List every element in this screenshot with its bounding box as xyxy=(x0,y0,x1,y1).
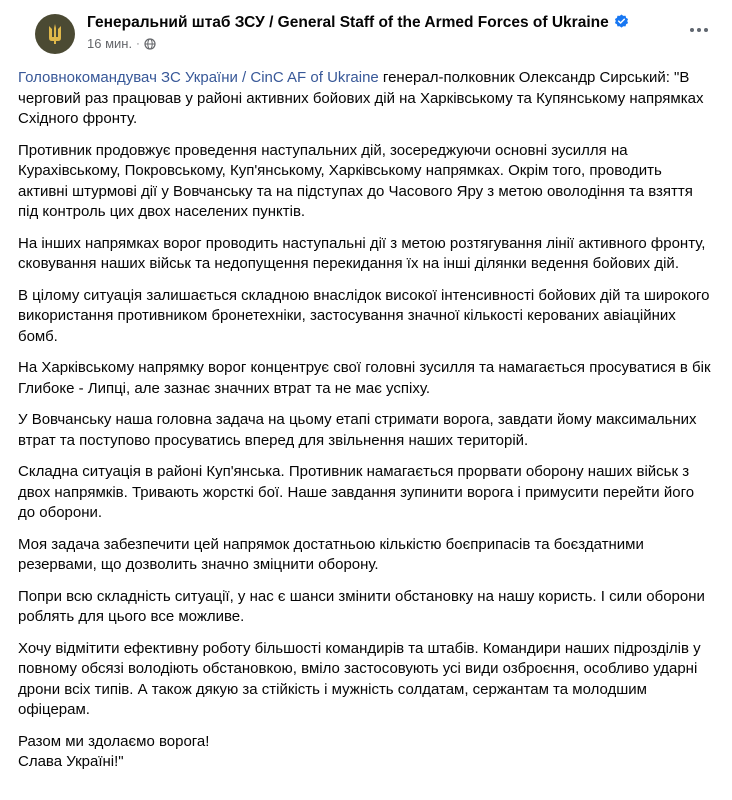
post-paragraph-5: У Вовчанську наша головна задача на цьому етапі стримати ворога, завдати йому максимальних втрат та поступово просуватись вперед для звільнення наших територій. xyxy=(18,411,697,449)
trident-logo-icon xyxy=(43,22,67,46)
intro-text: генерал-полковник Олександр Сирський: "В черговий раз працював у районі активних бойових дій на Харківському та Купянському напрямках Східного фронту. xyxy=(18,69,704,127)
post-paragraph-7: Моя задача забезпечити цей напрямок достатньою кількістю боєприпасів та боєздатними резервами, що дозволить значно зміцнити оборону. xyxy=(18,535,644,573)
post-paragraph-3: В цілому ситуація залишається складною внаслідок високої інтенсивності бойових дій та широкого використання противником бронетехніки, застосування значної кількості керованих авіаційних бомб. xyxy=(18,286,710,345)
mention-link[interactable]: Головнокомандувач ЗС України / CinC AF of Ukraine xyxy=(18,69,379,86)
page-avatar[interactable] xyxy=(35,14,75,54)
post-header xyxy=(18,0,732,62)
post-timestamp[interactable]: 16 мин. xyxy=(87,36,133,51)
page-name[interactable] xyxy=(87,14,629,32)
meta-separator: · xyxy=(136,37,140,50)
post-paragraph-1: Противник продовжує проведення наступальних дій, зосереджуючи основні зусилля на Курахівському, Покровському, Куп'янському, Харківському напрямках. Окрім того, проводить активні штурмові дії у Вовчанську та на підступах до Часового Яру з метою оволодіння та взяття під контроль цих двох населених пунктів. xyxy=(18,141,693,220)
post-body xyxy=(18,68,714,773)
closing-line-1: Разом ми здолаємо ворога! xyxy=(18,732,210,750)
verified-badge-icon xyxy=(614,14,629,29)
post-paragraph-6: Складна ситуація в районі Куп'янська. Противник намагається прорвати оборону наших військ з двох напрямків. Тривають жорсткі бої. Наше завдання зупинити ворога і примусити перейти його до оборони. xyxy=(18,463,695,521)
post-paragraph-2: На інших напрямках ворог проводить наступальні дії з метою розтягування лінії активного фронту, сковування наших військ та недопущення перекидання їх на інші ділянки ведення бойових дій. xyxy=(18,234,706,272)
page-name-text[interactable]: Генеральний штаб ЗСУ / General Staff of the Armed Forces of Ukraine xyxy=(87,14,609,31)
globe-icon[interactable] xyxy=(144,38,156,50)
closing-line-2: Слава Україні!" xyxy=(18,753,124,770)
post-intro xyxy=(18,68,714,130)
post-meta xyxy=(87,36,156,51)
post-paragraph-9: Хочу відмітити ефективну роботу більшості командирів та штабів. Командири наших підрозділів у повному обсязі володіють обстановкою, вміло застосовують усі види озброєння, особливо ударні дрони всіх типів. А також дякую за стійкість і мужність солдатам, сержантам та молодшим офіцерам. xyxy=(18,639,701,718)
post-paragraph-4: На Харківському напрямку ворог концентрує свої головні зусилля та намагається просуватися в бік Глибоке - Липці, але зазнає значних втрат та не має успіху. xyxy=(18,359,711,397)
more-options-icon[interactable] xyxy=(686,20,712,40)
post-paragraph-8: Попри всю складність ситуації, у нас є шанси змінити обстановку на нашу користь. І сили оборони роблять для цього все можливе. xyxy=(18,587,705,625)
